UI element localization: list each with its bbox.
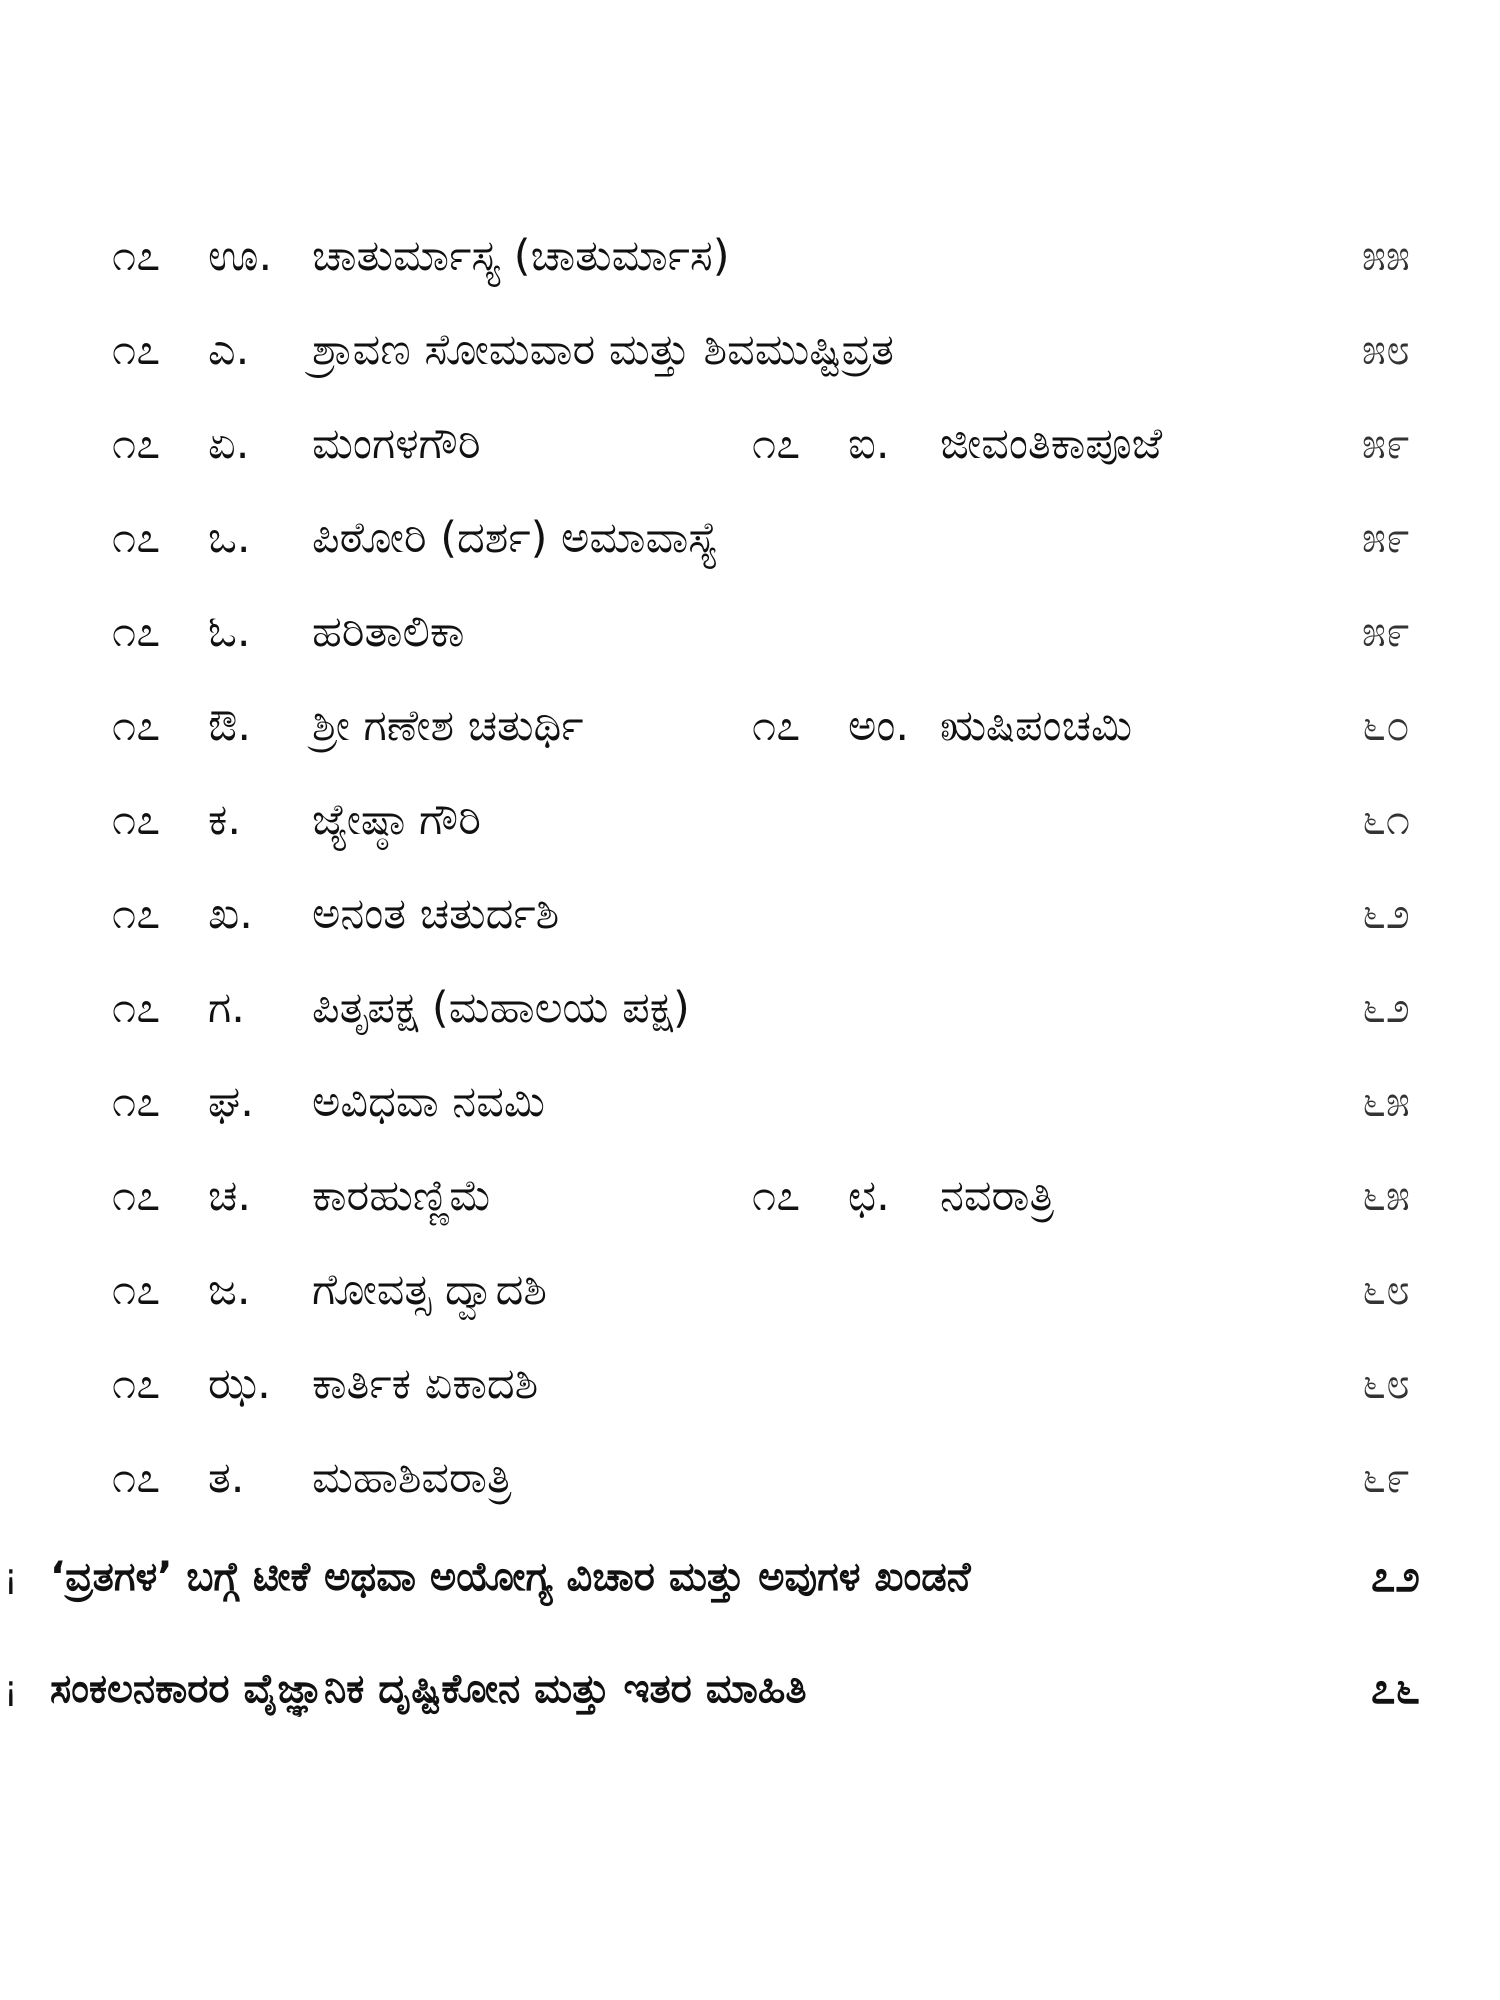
entry-number: ೧೭ — [112, 1265, 161, 1315]
entry-title: ಪಿತೃಪಕ್ಷ (ಮಹಾಲಯ ಪಕ್ಷ) — [312, 983, 690, 1033]
entry-number: ೧೭ — [112, 1077, 161, 1127]
entry-title: ಪಿಠೋರಿ (ದರ್ಶ) ಅಮಾವಾಸ್ಯೆ — [312, 513, 719, 563]
entry-number: ೧೭ — [112, 607, 161, 657]
entry-page-number: ೬೫ — [1361, 1171, 1410, 1221]
section-page-number: ೭೨ — [1370, 1551, 1420, 1602]
entry-number: ೧೭ — [112, 1171, 161, 1221]
entry-title: ಚಾತುರ್ಮಾಸ್ಯ (ಚಾತುರ್ಮಾಸ) — [312, 231, 730, 281]
entry-title-secondary: ನವರಾತ್ರಿ — [940, 1171, 1055, 1221]
entry-page-number: ೫೯ — [1361, 513, 1410, 563]
entry-number: ೧೭ — [112, 889, 161, 939]
entry-number: ೧೭ — [112, 419, 161, 469]
entry-page-number: ೬೮ — [1361, 1359, 1410, 1409]
entry-letter: ಕ. — [208, 795, 242, 845]
entry-letter: ಝ. — [208, 1359, 271, 1409]
entry-number: ೧೭ — [112, 231, 161, 281]
toc-entry — [0, 1166, 1500, 1226]
entry-title: ಮಹಾಶಿವರಾತ್ರಿ — [312, 1453, 512, 1503]
toc-entry — [0, 1072, 1500, 1132]
toc-entry — [0, 602, 1500, 662]
entry-page-number: ೬೨ — [1361, 889, 1410, 939]
entry-number: ೧೭ — [112, 795, 161, 845]
toc-entry — [0, 508, 1500, 568]
entry-title-secondary: ಜೀವಂತಿಕಾಪೂಜೆ — [940, 419, 1163, 469]
toc-entry — [0, 1354, 1500, 1414]
entry-letter: ಓ. — [208, 607, 251, 657]
entry-letter: ಒ. — [208, 513, 251, 563]
entry-number-secondary: ೧೭ — [752, 1171, 801, 1221]
entry-title: ಜ್ಯೇಷ್ಠಾ ಗೌರಿ — [312, 795, 481, 845]
section-bullet: ¡ — [4, 1557, 18, 1597]
entry-letter-secondary: ಅಂ. — [848, 701, 910, 751]
section-page-number: ೭೬ — [1370, 1663, 1420, 1714]
entry-letter: ಜ. — [208, 1265, 251, 1315]
entry-number-secondary: ೧೭ — [752, 701, 801, 751]
entry-title: ಅನಂತ ಚತುರ್ದಶಿ — [312, 889, 560, 939]
entry-number: ೧೭ — [112, 513, 161, 563]
entry-number: ೧೭ — [112, 325, 161, 375]
toc-entry — [0, 790, 1500, 850]
entry-page-number: ೫೯ — [1361, 607, 1410, 657]
entry-letter: ಏ. — [208, 419, 250, 469]
entry-letter-secondary: ಛ. — [848, 1171, 890, 1221]
entry-letter: ಚ. — [208, 1171, 252, 1221]
entry-page-number: ೬೧ — [1361, 795, 1410, 845]
toc-entry — [0, 320, 1500, 380]
entry-page-number: ೬೦ — [1361, 701, 1410, 751]
entry-letter-secondary: ಐ. — [848, 419, 890, 469]
section-title: ‘ವ್ರತಗಳ’ ಬಗ್ಗೆ ಟೀಕೆ ಅಥವಾ ಅಯೋಗ್ಯ ವಿಚಾರ ಮತ್ತು ಅವುಗಳ ಖಂಡನೆ — [50, 1554, 971, 1600]
toc-entry — [0, 978, 1500, 1038]
entry-title: ಹರಿತಾಲಿಕಾ — [312, 607, 465, 657]
entry-title: ಗೋವತ್ಸ ದ್ವಾದಶಿ — [312, 1265, 547, 1315]
entry-letter: ಖ. — [208, 889, 253, 939]
toc-entry — [0, 226, 1500, 286]
toc-section — [0, 1542, 1500, 1612]
toc-entry — [0, 884, 1500, 944]
entry-letter: ತ. — [208, 1453, 245, 1503]
toc-entry — [0, 1448, 1500, 1508]
entry-number: ೧೭ — [112, 1359, 161, 1409]
entry-letter: ಎ. — [208, 325, 250, 375]
section-title: ಸಂಕಲನಕಾರರ ವೈಜ್ಞಾನಿಕ ದೃಷ್ಟಿಕೋನ ಮತ್ತು ಇತರ ಮಾಹಿತಿ — [50, 1666, 807, 1712]
entry-title: ಶ್ರೀ ಗಣೇಶ ಚತುರ್ಥಿ — [312, 701, 584, 751]
entry-letter: ಗ. — [208, 983, 245, 1033]
toc-entry — [0, 696, 1500, 756]
entry-number: ೧೭ — [112, 1453, 161, 1503]
entry-title: ಮಂಗಳಗೌರಿ — [312, 419, 481, 469]
entry-letter: ಔ. — [208, 701, 251, 751]
entry-title: ಕಾರಹುಣ್ಣಿಮೆ — [312, 1171, 492, 1221]
entry-page-number: ೬೮ — [1361, 1265, 1410, 1315]
section-bullet: ¡ — [4, 1669, 18, 1709]
entry-page-number: ೫೮ — [1361, 325, 1410, 375]
entry-number-secondary: ೧೭ — [752, 419, 801, 469]
entry-title: ಕಾರ್ತಿಕ ಏಕಾದಶಿ — [312, 1359, 539, 1409]
toc-entry — [0, 1260, 1500, 1320]
toc-section — [0, 1654, 1500, 1724]
entry-letter: ಘ. — [208, 1077, 254, 1127]
entry-title: ಅವಿಧವಾ ನವಮಿ — [312, 1077, 545, 1127]
entry-page-number: ೬೯ — [1361, 1453, 1410, 1503]
entry-title: ಶ್ರಾವಣ ಸೋಮವಾರ ಮತ್ತು ಶಿವಮುಷ್ಟಿವ್ರತ — [312, 325, 894, 375]
entry-number: ೧೭ — [112, 983, 161, 1033]
entry-number: ೧೭ — [112, 701, 161, 751]
entry-page-number: ೫೫ — [1361, 231, 1410, 281]
entry-letter: ಊ. — [208, 231, 273, 281]
entry-page-number: ೫೯ — [1361, 419, 1410, 469]
entry-title-secondary: ಋಷಿಪಂಚಮಿ — [940, 701, 1133, 751]
entry-page-number: ೬೨ — [1361, 983, 1410, 1033]
toc-entry — [0, 414, 1500, 474]
entry-page-number: ೬೫ — [1361, 1077, 1410, 1127]
